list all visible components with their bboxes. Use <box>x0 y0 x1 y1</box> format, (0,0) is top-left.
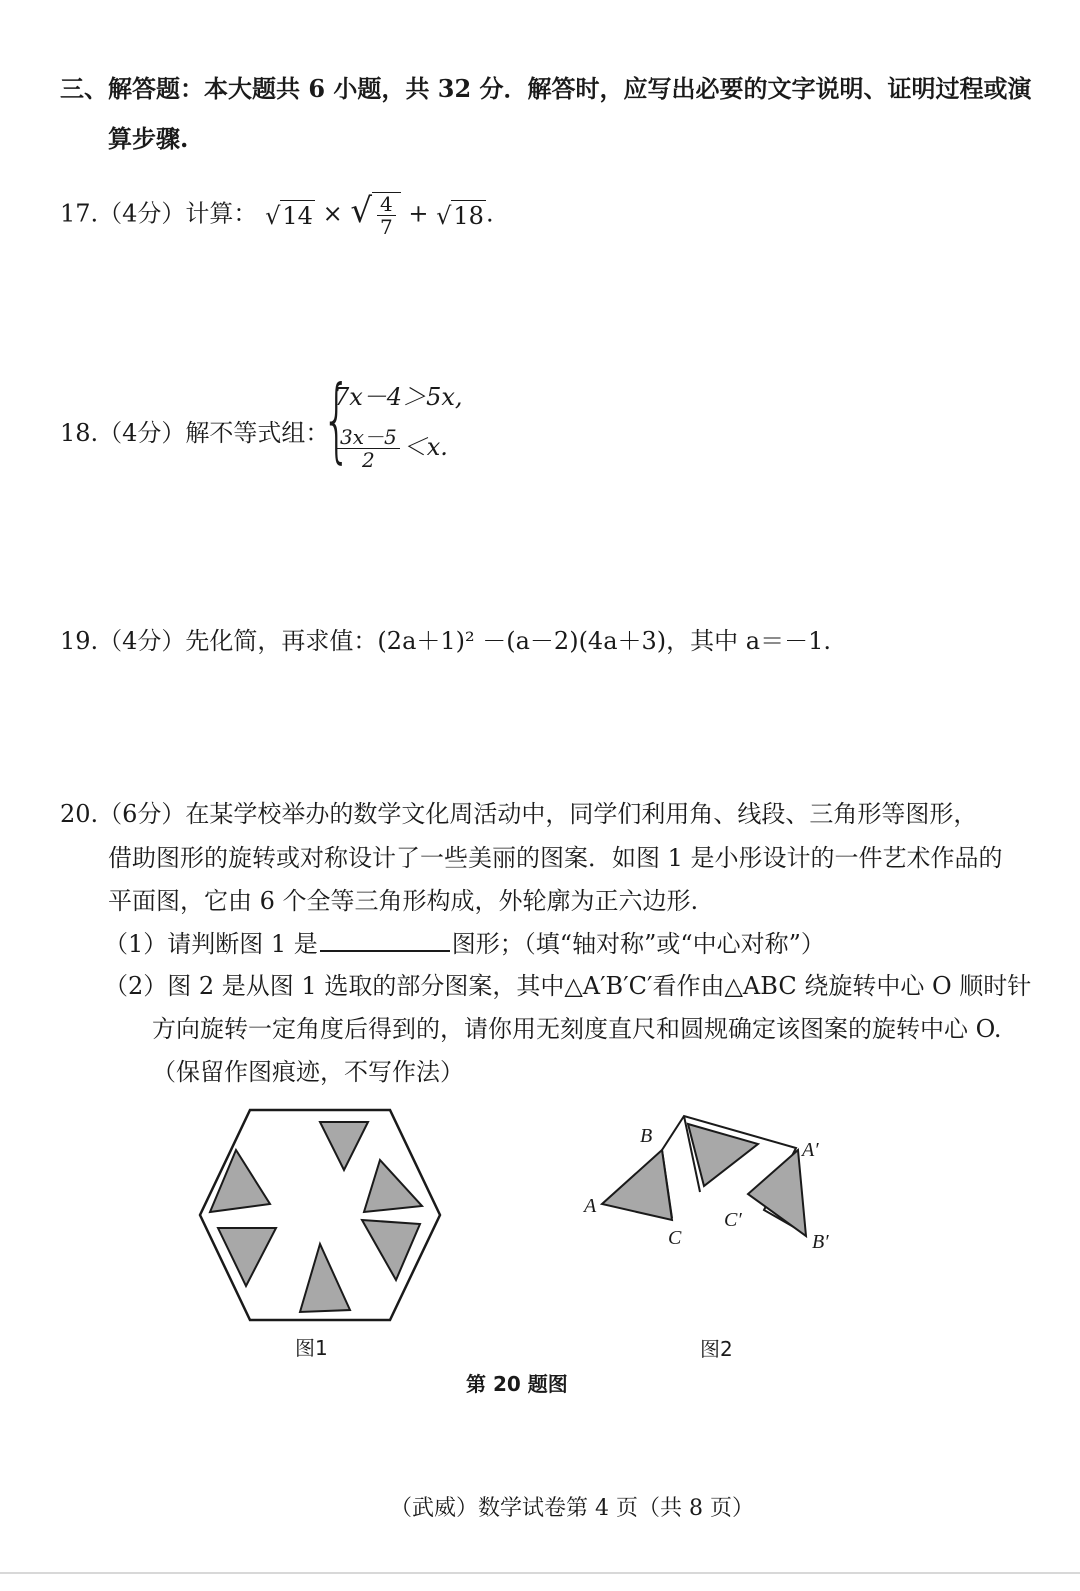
sqrt-18-radicand: 18 <box>453 201 484 230</box>
figure-group-caption: 第 20 题图 <box>466 1372 568 1396</box>
question-19: 19.（4分）先化简，再求值：(2a＋1)² －(a－2)(4a＋3)，其中 a＝－1. <box>60 627 831 655</box>
label-A: A <box>584 1195 597 1217</box>
figure-1-hexagon <box>190 1100 450 1330</box>
inequality-1: 7x－4＞5x, <box>334 383 463 411</box>
label-B-prime: B′ <box>812 1231 829 1253</box>
sqrt-18: √18 <box>436 201 484 230</box>
q18-frac-denominator: 2 <box>362 448 375 472</box>
q20-line-3: 平面图，它由 6 个全等三角形构成，外轮廓为正六边形. <box>108 887 699 915</box>
label-A-prime: A′ <box>802 1139 819 1161</box>
label-B: B <box>640 1125 653 1147</box>
bottom-edge-rule <box>0 1572 1080 1574</box>
inequality-2 <box>334 426 448 471</box>
q18-ineq2-tail: ＜x. <box>402 433 448 461</box>
q17-period: . <box>485 199 494 228</box>
section-heading-continued: 算步骤. <box>108 124 189 153</box>
triangle-A1B1C1 <box>748 1150 806 1236</box>
sqrt-14-radicand: 14 <box>282 201 313 230</box>
q17-frac-denominator: 7 <box>379 215 393 239</box>
inequality-system <box>322 366 482 480</box>
q20-line-1: 20.（6分）在某学校举办的数学文化周活动中，同学们利用角、线段、三角形等图形， <box>60 800 978 828</box>
figure-2-pattern <box>580 1108 850 1258</box>
answer-blank[interactable] <box>320 928 450 952</box>
triangle-ABC <box>602 1150 672 1220</box>
label-C: C <box>668 1227 682 1249</box>
figure-2-caption: 图2 <box>700 1337 733 1361</box>
q18-frac-numerator: 3x－5 <box>337 426 400 449</box>
q17-frac-numerator: 4 <box>377 193 396 216</box>
q20-part-1-suffix: 图形；（填“轴对称”或“中心对称”） <box>451 930 825 958</box>
question-17 <box>60 192 494 238</box>
sqrt-14: √14 <box>265 201 313 230</box>
q20-line-2: 借助图形的旋转或对称设计了一些美丽的图案．如图 1 是小彤设计的一件艺术作品的 <box>108 844 1003 872</box>
q20-part-1 <box>104 928 825 959</box>
q20-part-2-line-2: 方向旋转一定角度后得到的，请你用无刻度直尺和圆规确定该图案的旋转中心 O. <box>152 1015 1002 1043</box>
q17-label: 17.（4分）计算： <box>60 199 258 228</box>
section-heading: 三、解答题：本大题共 6 小题，共 32 分．解答时，应写出必要的文字说明、证明过程或演 <box>60 74 1032 103</box>
page-footer: （武威）数学试卷第 4 页（共 8 页） <box>390 1496 754 1521</box>
figure-1-caption: 图1 <box>295 1336 328 1360</box>
plus-sign: + <box>408 199 429 228</box>
q20-part-2-line-1: （2）图 2 是从图 1 选取的部分图案，其中△A′B′C′看作由△ABC 绕旋转中心 O 顺时针 <box>104 972 1032 1000</box>
q18-fraction <box>337 426 400 471</box>
system-brace: { <box>322 366 352 473</box>
label-C-prime: C′ <box>724 1209 742 1231</box>
q20-part-2-line-3: （保留作图痕迹，不写作法） <box>152 1058 464 1086</box>
question-18-label: 18.（4分）解不等式组： <box>60 419 330 447</box>
q20-part-1-prefix: （1）请判断图 1 是 <box>104 930 318 958</box>
sqrt-four-sevenths: √ $\frac{4}{7}$ <box>350 192 400 238</box>
times-sign: × <box>322 199 343 228</box>
